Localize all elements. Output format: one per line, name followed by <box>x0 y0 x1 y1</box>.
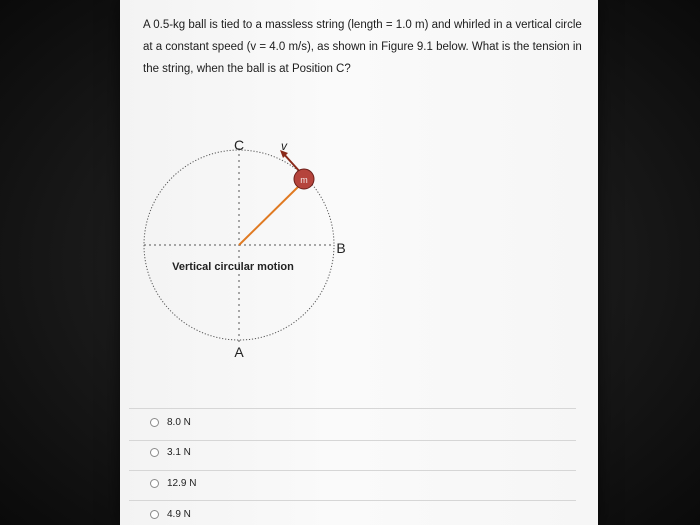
velocity-label: v <box>281 139 287 153</box>
position-a-label: A <box>234 344 244 360</box>
answer-option-label: 8.0 N <box>167 416 191 428</box>
vertical-circle-figure <box>120 0 598 400</box>
answer-option-4[interactable] <box>150 506 191 522</box>
radio-button-icon[interactable] <box>150 510 159 519</box>
divider <box>129 500 576 501</box>
radio-button-icon[interactable] <box>150 418 159 427</box>
question-text: A 0.5-kg ball is tied to a massless string (length = 1.0 m) and whirled in a vertical circle at a constant speed (v = 4.0 m/s), as shown in Figure 9.1 below. What is the tension in the string, when the ball is at Position C? <box>143 19 582 75</box>
answer-option-label: 12.9 N <box>167 477 197 489</box>
figure-caption: Vertical circular motion <box>172 261 294 273</box>
answer-option-label: 4.9 N <box>167 508 191 520</box>
radio-button-icon[interactable] <box>150 448 159 457</box>
ball-label: m <box>300 175 308 185</box>
answer-option-label: 3.1 N <box>167 446 191 458</box>
string-line <box>239 183 302 245</box>
position-b-label: B <box>336 240 346 256</box>
answer-option-3[interactable] <box>150 475 196 491</box>
divider <box>129 440 576 441</box>
answer-option-1[interactable] <box>150 414 191 430</box>
question-panel <box>120 0 598 525</box>
divider <box>129 470 576 471</box>
divider <box>129 408 576 409</box>
radio-button-icon[interactable] <box>150 479 159 488</box>
answer-option-2[interactable] <box>150 444 191 460</box>
position-c-label: C <box>233 137 245 153</box>
